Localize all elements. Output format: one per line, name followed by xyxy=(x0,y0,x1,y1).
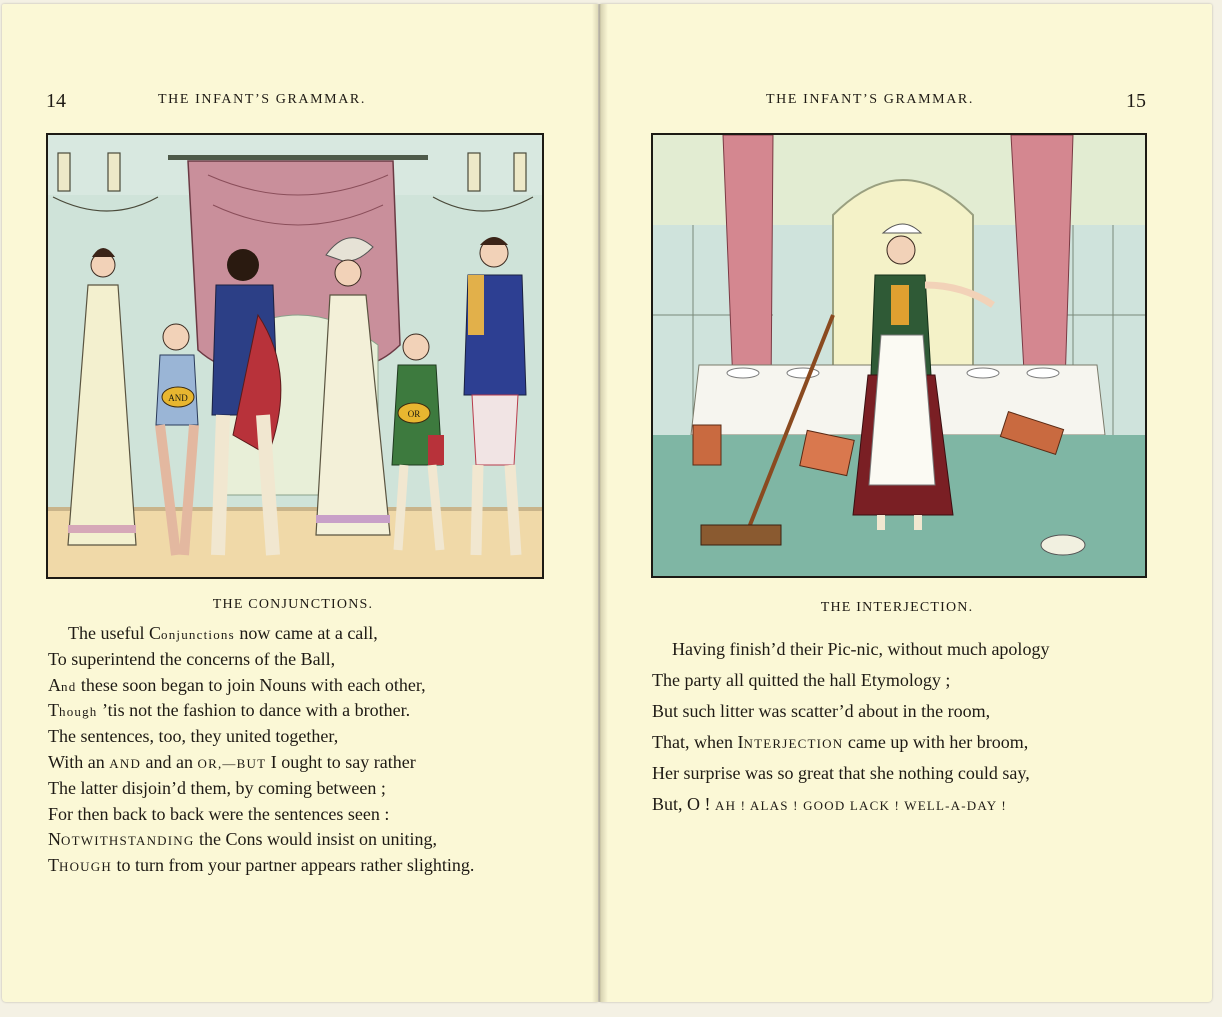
verse-text: A xyxy=(48,674,61,695)
verse-line: The party all quitted the hall Etymology ; xyxy=(652,670,951,690)
ballroom-scene xyxy=(48,135,542,577)
verse-text: and an xyxy=(141,751,198,772)
left-page xyxy=(2,4,598,1002)
verse-text: came up with her broom, xyxy=(843,732,1029,752)
verse-text: OTWITHSTANDING xyxy=(61,833,195,849)
verse-text: I ought to say rather xyxy=(266,751,416,772)
right-page-number: 15 xyxy=(1126,90,1146,112)
maid-scene xyxy=(653,135,1145,576)
verse-text: onjunctions xyxy=(161,627,235,642)
verse-line xyxy=(48,750,474,776)
verse-line: But such litter was scatter’d about in the room, xyxy=(652,701,991,721)
or-badge-label: OR xyxy=(407,409,421,419)
verse-text: AND xyxy=(109,755,142,771)
verse-line xyxy=(48,853,474,879)
verse-line: To superintend the concerns of the Ball, xyxy=(48,648,336,669)
interjection-verse xyxy=(652,634,1049,820)
verse-line: Having finish’d their Pic-nic, without much apology xyxy=(672,639,1050,659)
verse-line: Her surprise was so great that she nothing could say, xyxy=(652,763,1030,783)
verse-text: to turn from your partner appears rather slighting. xyxy=(111,855,475,876)
verse-text: HOUGH xyxy=(59,859,112,875)
verse-text: The useful xyxy=(68,623,149,643)
verse-text: nd xyxy=(61,678,77,694)
verse-line xyxy=(652,727,1049,758)
verse-text: T xyxy=(48,855,59,876)
verse-text: ’tis not the fashion to dance with a brother. xyxy=(97,700,411,721)
verse-text: That, when xyxy=(652,732,738,752)
verse-text: OR,—BUT xyxy=(197,755,267,771)
verse-text: AH ! ALAS ! GOOD LACK ! WELL-A-DAY ! xyxy=(715,798,1007,813)
verse-text: these soon began to join Nouns with each other, xyxy=(76,674,426,695)
left-page-number: 14 xyxy=(46,90,66,112)
right-running-head: THE INFANT’S GRAMMAR. xyxy=(766,92,974,107)
verse-text: hough xyxy=(59,704,98,720)
verse-line xyxy=(48,698,474,724)
left-caption: THE CONJUNCTIONS. xyxy=(212,597,374,612)
verse-line: For then back to back were the sentences seen : xyxy=(48,803,390,824)
verse-text: now came at a call, xyxy=(234,623,378,643)
right-page xyxy=(600,4,1212,1002)
conjunctions-illustration xyxy=(46,133,544,579)
verse-text: N xyxy=(48,829,61,850)
and-badge-label: AND xyxy=(168,393,188,403)
right-caption: THE INTERJECTION. xyxy=(820,600,974,615)
verse-text: NTERJECTION xyxy=(743,736,844,751)
verse-line xyxy=(48,621,474,647)
verse-line: The sentences, too, they united together, xyxy=(48,726,339,747)
verse-text: the Cons would insist on uniting, xyxy=(194,829,437,850)
verse-text: C xyxy=(148,623,161,643)
interjection-illustration xyxy=(651,133,1147,578)
book-gutter xyxy=(592,4,608,1002)
verse-text: I xyxy=(737,732,744,752)
verse-line: The latter disjoin’d them, by coming between ; xyxy=(48,777,386,798)
verse-line xyxy=(48,827,474,853)
verse-text: With an xyxy=(48,751,110,772)
conjunctions-verse xyxy=(48,621,474,879)
verse-line xyxy=(652,789,1049,820)
left-running-head: THE INFANT’S GRAMMAR. xyxy=(158,92,366,107)
verse-line xyxy=(48,673,474,699)
verse-text: But, O ! xyxy=(652,794,715,814)
verse-text: T xyxy=(48,700,59,721)
